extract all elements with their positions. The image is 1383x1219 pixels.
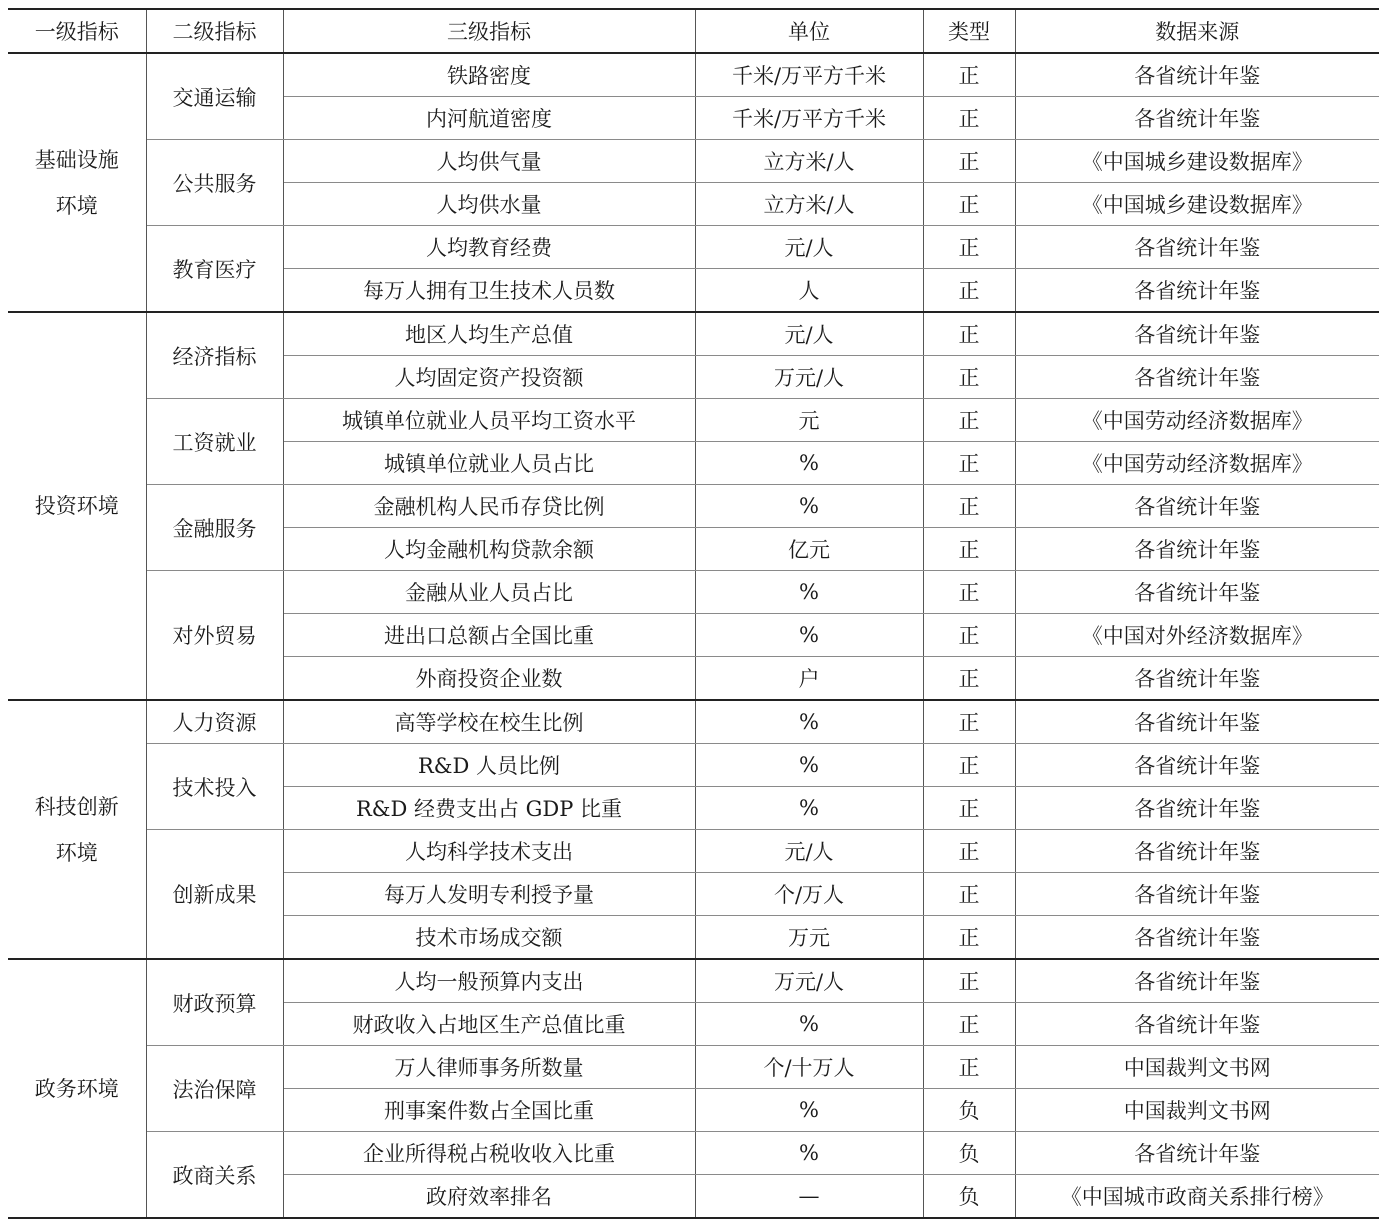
source-cell: 《中国对外经济数据库》 [1015, 614, 1379, 657]
level3-indicator-cell: 每万人发明专利授予量 [283, 873, 695, 916]
source-cell: 各省统计年鉴 [1015, 700, 1379, 744]
table-row [8, 830, 1379, 873]
source-cell: 各省统计年鉴 [1015, 571, 1379, 614]
level3-indicator-cell: 万人律师事务所数量 [283, 1046, 695, 1089]
type-cell: 正 [923, 97, 1015, 140]
header-level3: 三级指标 [283, 9, 695, 53]
level2-indicator-cell: 人力资源 [146, 700, 283, 744]
unit-cell: 人 [695, 269, 923, 313]
header-source: 数据来源 [1015, 9, 1379, 53]
type-cell: 正 [923, 959, 1015, 1003]
level3-indicator-cell: R&D 人员比例 [283, 744, 695, 787]
level3-indicator-cell: 铁路密度 [283, 53, 695, 97]
type-cell: 正 [923, 787, 1015, 830]
level3-indicator-cell: 人均一般预算内支出 [283, 959, 695, 1003]
level1-indicator-text: 投资环境 [34, 494, 119, 518]
type-cell: 正 [923, 226, 1015, 269]
unit-cell: 立方米/人 [695, 140, 923, 183]
unit-cell: 万元/人 [695, 356, 923, 399]
level1-indicator-cell [8, 312, 146, 700]
unit-cell: % [695, 614, 923, 657]
unit-cell: % [695, 571, 923, 614]
header-unit: 单位 [695, 9, 923, 53]
unit-cell: 个/十万人 [695, 1046, 923, 1089]
table-row [8, 399, 1379, 442]
type-cell: 正 [923, 873, 1015, 916]
unit-cell: % [695, 1132, 923, 1175]
table-row [8, 312, 1379, 356]
type-cell: 正 [923, 140, 1015, 183]
unit-cell: 个/万人 [695, 873, 923, 916]
source-cell: 各省统计年鉴 [1015, 657, 1379, 701]
source-cell: 各省统计年鉴 [1015, 97, 1379, 140]
header-type: 类型 [923, 9, 1015, 53]
source-cell: 《中国城乡建设数据库》 [1015, 183, 1379, 226]
level3-indicator-cell: 刑事案件数占全国比重 [283, 1089, 695, 1132]
level3-indicator-cell: 人均金融机构贷款余额 [283, 528, 695, 571]
level2-indicator-cell: 金融服务 [146, 485, 283, 571]
level3-indicator-cell: 技术市场成交额 [283, 916, 695, 960]
level2-indicator-cell: 对外贸易 [146, 571, 283, 701]
type-cell: 正 [923, 485, 1015, 528]
level3-indicator-cell: 企业所得税占税收收入比重 [283, 1132, 695, 1175]
unit-cell: 元/人 [695, 312, 923, 356]
level3-indicator-cell: 金融从业人员占比 [283, 571, 695, 614]
source-cell: 各省统计年鉴 [1015, 959, 1379, 1003]
source-cell: 各省统计年鉴 [1015, 873, 1379, 916]
source-cell: 各省统计年鉴 [1015, 269, 1379, 313]
unit-cell: 立方米/人 [695, 183, 923, 226]
level3-indicator-cell: 高等学校在校生比例 [283, 700, 695, 744]
source-cell: 各省统计年鉴 [1015, 1132, 1379, 1175]
level3-indicator-cell: 人均供水量 [283, 183, 695, 226]
level3-indicator-cell: 进出口总额占全国比重 [283, 614, 695, 657]
unit-cell: % [695, 485, 923, 528]
table-row [8, 700, 1379, 744]
level1-indicator-text: 环境 [55, 840, 98, 865]
level1-indicator-text: 政务环境 [34, 1076, 119, 1101]
table-row [8, 571, 1379, 614]
source-cell: 各省统计年鉴 [1015, 787, 1379, 830]
level2-indicator-cell: 政商关系 [146, 1132, 283, 1219]
level3-indicator-cell: 城镇单位就业人员占比 [283, 442, 695, 485]
level1-indicator-cell [8, 959, 146, 1218]
unit-cell: % [695, 744, 923, 787]
level3-indicator-cell: R&D 经费支出占 GDP 比重 [283, 787, 695, 830]
type-cell: 正 [923, 312, 1015, 356]
unit-cell: % [695, 700, 923, 744]
header-level2: 二级指标 [146, 9, 283, 53]
unit-cell: 元/人 [695, 226, 923, 269]
type-cell: 正 [923, 657, 1015, 701]
source-cell: 各省统计年鉴 [1015, 830, 1379, 873]
type-cell: 负 [923, 1089, 1015, 1132]
type-cell: 正 [923, 571, 1015, 614]
unit-cell: % [695, 442, 923, 485]
source-cell: 中国裁判文书网 [1015, 1046, 1379, 1089]
type-cell: 正 [923, 614, 1015, 657]
level3-indicator-cell: 金融机构人民币存贷比例 [283, 485, 695, 528]
unit-cell: % [695, 1089, 923, 1132]
unit-cell: % [695, 1003, 923, 1046]
source-cell: 中国裁判文书网 [1015, 1089, 1379, 1132]
unit-cell: 万元/人 [695, 959, 923, 1003]
table-row [8, 485, 1379, 528]
level3-indicator-cell: 人均教育经费 [283, 226, 695, 269]
type-cell: 正 [923, 1003, 1015, 1046]
unit-cell: 亿元 [695, 528, 923, 571]
table-row [8, 1132, 1379, 1175]
level3-indicator-cell: 每万人拥有卫生技术人员数 [283, 269, 695, 313]
level3-indicator-cell: 人均供气量 [283, 140, 695, 183]
level3-indicator-cell: 外商投资企业数 [283, 657, 695, 701]
level1-indicator-cell [8, 700, 146, 959]
level3-indicator-cell: 财政收入占地区生产总值比重 [283, 1003, 695, 1046]
level1-indicator-text: 环境 [55, 193, 98, 218]
source-cell: 各省统计年鉴 [1015, 312, 1379, 356]
source-cell: 各省统计年鉴 [1015, 485, 1379, 528]
type-cell: 正 [923, 356, 1015, 399]
level1-indicator-text: 基础设施 [34, 147, 119, 172]
source-cell: 各省统计年鉴 [1015, 226, 1379, 269]
table-row [8, 140, 1379, 183]
level2-indicator-cell: 教育医疗 [146, 226, 283, 313]
level2-indicator-cell: 经济指标 [146, 312, 283, 399]
unit-cell: 千米/万平方千米 [695, 97, 923, 140]
level2-indicator-cell: 公共服务 [146, 140, 283, 226]
level3-indicator-cell: 人均固定资产投资额 [283, 356, 695, 399]
header-level1: 一级指标 [8, 9, 146, 53]
level2-indicator-cell: 技术投入 [146, 744, 283, 830]
type-cell: 正 [923, 53, 1015, 97]
unit-cell: — [695, 1175, 923, 1219]
level1-indicator-cell [8, 53, 146, 312]
table-body [8, 53, 1379, 1218]
source-cell: 《中国劳动经济数据库》 [1015, 442, 1379, 485]
level3-indicator-cell: 政府效率排名 [283, 1175, 695, 1219]
source-cell: 各省统计年鉴 [1015, 916, 1379, 960]
table-header-row [8, 9, 1379, 53]
level3-indicator-cell: 地区人均生产总值 [283, 312, 695, 356]
unit-cell: 千米/万平方千米 [695, 53, 923, 97]
indicator-table-container [8, 8, 1379, 1219]
type-cell: 正 [923, 528, 1015, 571]
level3-indicator-cell: 内河航道密度 [283, 97, 695, 140]
indicator-table [8, 8, 1379, 1219]
level1-indicator-text: 科技创新 [34, 794, 119, 819]
level2-indicator-cell: 交通运输 [146, 53, 283, 140]
source-cell: 各省统计年鉴 [1015, 53, 1379, 97]
level2-indicator-cell: 法治保障 [146, 1046, 283, 1132]
unit-cell: 元 [695, 399, 923, 442]
type-cell: 正 [923, 183, 1015, 226]
type-cell: 正 [923, 399, 1015, 442]
level2-indicator-cell: 创新成果 [146, 830, 283, 960]
source-cell: 《中国劳动经济数据库》 [1015, 399, 1379, 442]
source-cell: 各省统计年鉴 [1015, 356, 1379, 399]
type-cell: 正 [923, 744, 1015, 787]
level2-indicator-cell: 财政预算 [146, 959, 283, 1046]
table-row [8, 744, 1379, 787]
table-row [8, 53, 1379, 97]
type-cell: 负 [923, 1175, 1015, 1219]
source-cell: 各省统计年鉴 [1015, 528, 1379, 571]
source-cell: 各省统计年鉴 [1015, 1003, 1379, 1046]
type-cell: 正 [923, 442, 1015, 485]
type-cell: 正 [923, 1046, 1015, 1089]
source-cell: 《中国城乡建设数据库》 [1015, 140, 1379, 183]
level2-indicator-cell: 工资就业 [146, 399, 283, 485]
level3-indicator-cell: 人均科学技术支出 [283, 830, 695, 873]
table-row [8, 226, 1379, 269]
source-cell: 《中国城市政商关系排行榜》 [1015, 1175, 1379, 1219]
unit-cell: % [695, 787, 923, 830]
unit-cell: 元/人 [695, 830, 923, 873]
type-cell: 正 [923, 700, 1015, 744]
unit-cell: 万元 [695, 916, 923, 960]
type-cell: 负 [923, 1132, 1015, 1175]
level3-indicator-cell: 城镇单位就业人员平均工资水平 [283, 399, 695, 442]
type-cell: 正 [923, 830, 1015, 873]
table-row [8, 959, 1379, 1003]
type-cell: 正 [923, 916, 1015, 960]
type-cell: 正 [923, 269, 1015, 313]
table-row [8, 1046, 1379, 1089]
unit-cell: 户 [695, 657, 923, 701]
source-cell: 各省统计年鉴 [1015, 744, 1379, 787]
